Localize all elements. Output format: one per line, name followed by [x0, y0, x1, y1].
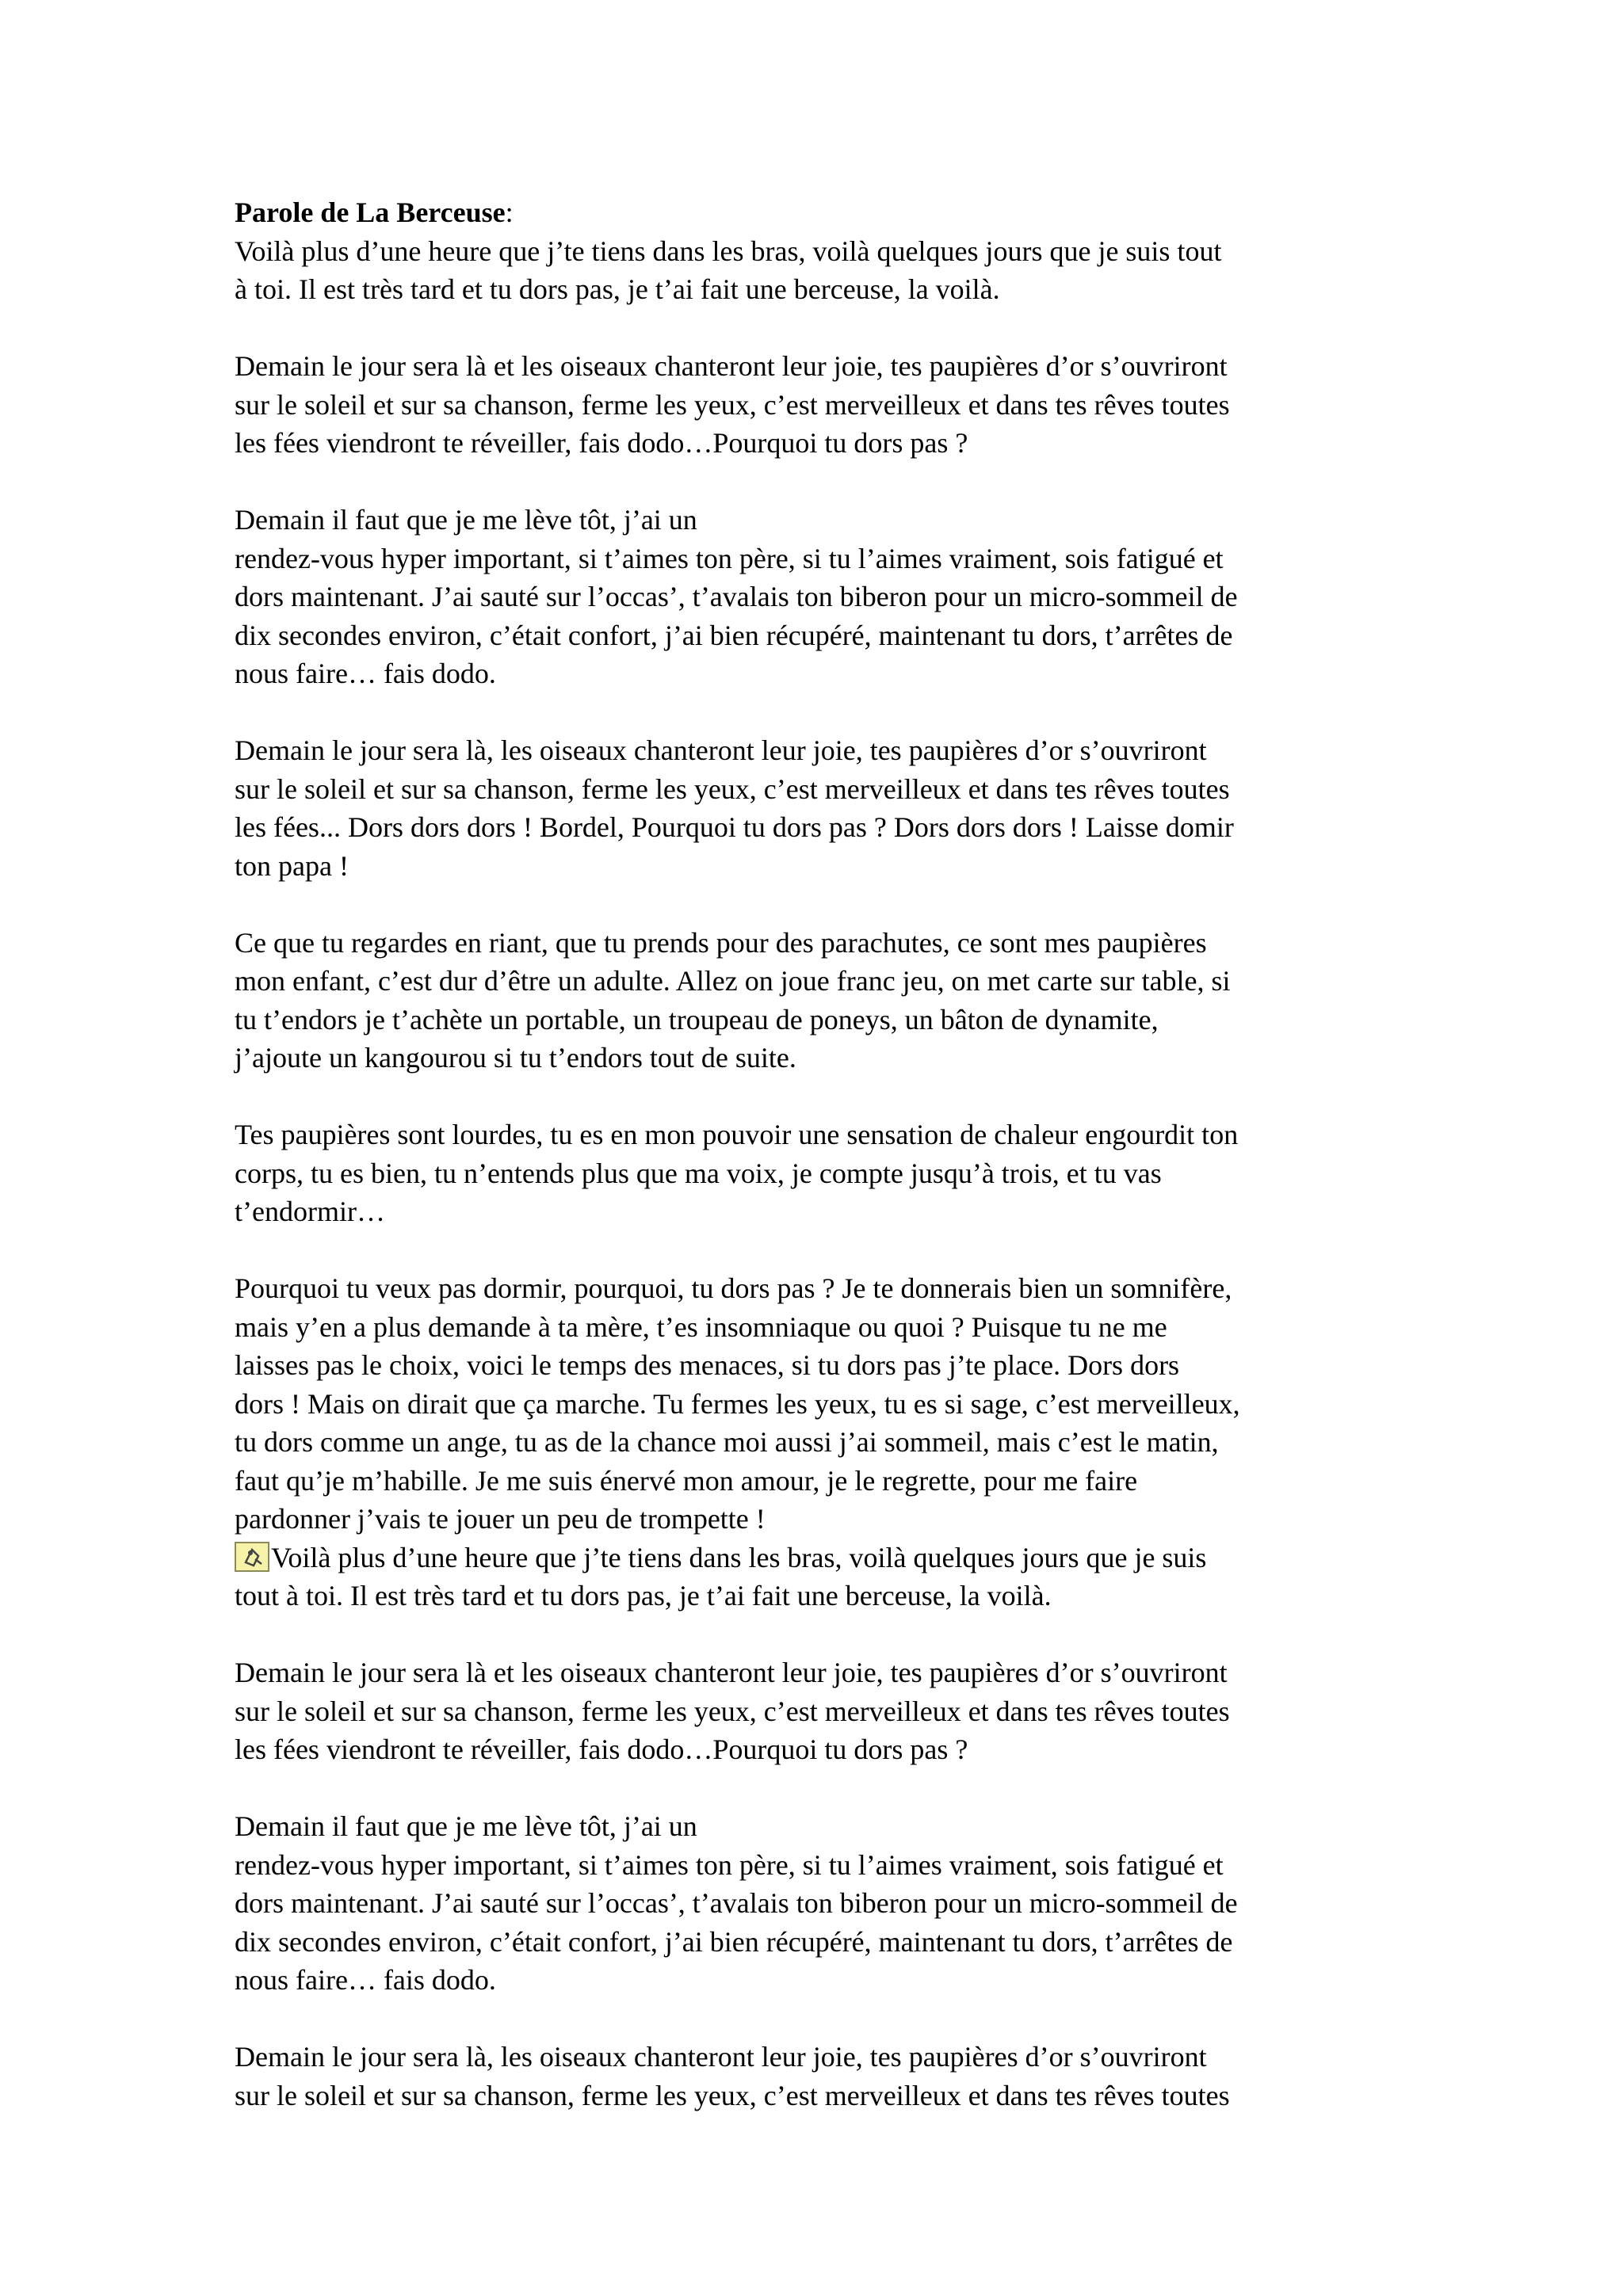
text-line: mais y’en a plus demande à ta mère, t’es insomniaque ou quoi ? Puisque tu ne me — [235, 1310, 1167, 1343]
text-line: faut qu’je m’habille. Je me suis énervé mon amour, je le regrette, pour me faire — [235, 1464, 1138, 1497]
text-line: rendez-vous hyper important, si t’aimes ton père, si tu l’aimes vraiment, sois fatigué et — [235, 1848, 1224, 1881]
paragraph-8 — [235, 1539, 1423, 1615]
text-line: laisses pas le choix, voici le temps des menaces, si tu dors pas j’te place. Dors dors — [235, 1349, 1180, 1381]
title-line — [235, 193, 1423, 232]
text-line: Demain il faut que je me lève tôt, j’ai un — [235, 1810, 697, 1842]
text-line: dors maintenant. J’ai sauté sur l’occas’, t’avalais ton biberon pour un micro-sommeil de — [235, 581, 1238, 612]
title-colon: : — [505, 196, 514, 228]
text-line: Ce que tu regardes en riant, que tu prends pour des parachutes, ce sont mes paupières — [235, 926, 1207, 959]
text-line: dix secondes environ, c’était confort, j’ai bien récupéré, maintenant tu dors, t’arrêtes de — [235, 1925, 1233, 1958]
text-line: les fées... Dors dors dors ! Bordel, Pourquoi tu dors pas ? Dors dors dors ! Laisse domir — [235, 811, 1234, 843]
text-line: tout à toi. Il est très tard et tu dors pas, je t’ai fait une berceuse, la voilà. — [235, 1580, 1052, 1611]
text-line — [235, 1539, 1423, 1577]
text-line: rendez-vous hyper important, si t’aimes ton père, si tu l’aimes vraiment, sois fatigué et — [235, 542, 1224, 574]
text-line: pardonner j’vais te jouer un peu de trompette ! — [235, 1503, 766, 1535]
document-title: Parole de La Berceuse — [235, 196, 506, 228]
text-line-content: Voilà plus d’une heure que j’te tiens dans les bras, voilà quelques jours que je suis — [271, 1541, 1207, 1573]
paragraph-9 — [235, 1653, 1423, 1769]
paragraph-3 — [235, 501, 1423, 693]
text-line: sur le soleil et sur sa chanson, ferme les yeux, c’est merveilleux et dans tes rêves toutes — [235, 2079, 1230, 2111]
text-line: sur le soleil et sur sa chanson, ferme les yeux, c’est merveilleux et dans tes rêves toutes — [235, 388, 1230, 421]
text-line: nous faire… fais dodo. — [235, 658, 496, 689]
text-line: tu t’endors je t’achète un portable, un troupeau de poneys, un bâton de dynamite, — [235, 1003, 1159, 1035]
text-line: t’endormir… — [235, 1196, 385, 1227]
document-body — [235, 193, 1423, 2115]
text-line: Demain il faut que je me lève tôt, j’ai un — [235, 504, 697, 536]
text-line: les fées viendront te réveiller, fais dodo…Pourquoi tu dors pas ? — [235, 427, 968, 459]
text-line: Tes paupières sont lourdes, tu es en mon pouvoir une sensation de chaleur engourdit ton — [235, 1119, 1239, 1150]
text-line: sur le soleil et sur sa chanson, ferme les yeux, c’est merveilleux et dans tes rêves toutes — [235, 1695, 1230, 1727]
paragraph-7 — [235, 1269, 1423, 1539]
text-line: Voilà plus d’une heure que j’te tiens dans les bras, voilà quelques jours que je suis tout — [235, 235, 1222, 267]
paragraph-1 — [235, 232, 1423, 309]
text-line: Demain le jour sera là, les oiseaux chanteront leur joie, tes paupières d’or s’ouvriront — [235, 2041, 1207, 2073]
text-line: j’ajoute un kangourou si tu t’endors tout de suite. — [235, 1042, 796, 1074]
paragraph-6 — [235, 1116, 1423, 1231]
paragraph-11 — [235, 2038, 1423, 2115]
text-line: Demain le jour sera là et les oiseaux chanteront leur joie, tes paupières d’or s’ouvriront — [235, 350, 1228, 382]
text-line: Demain le jour sera là et les oiseaux chanteront leur joie, tes paupières d’or s’ouvriront — [235, 1657, 1228, 1688]
text-line: les fées viendront te réveiller, fais dodo…Pourquoi tu dors pas ? — [235, 1733, 968, 1765]
text-line: sur le soleil et sur sa chanson, ferme les yeux, c’est merveilleux et dans tes rêves toutes — [235, 772, 1230, 805]
text-line: à toi. Il est très tard et tu dors pas, je t’ai fait une berceuse, la voilà. — [235, 273, 1000, 305]
text-line: ton papa ! — [235, 849, 349, 882]
text-line: dix secondes environ, c’était confort, j’ai bien récupéré, maintenant tu dors, t’arrêtes de — [235, 619, 1233, 651]
paragraph-5 — [235, 924, 1423, 1077]
text-line: tu dors comme un ange, tu as de la chance moi aussi j’ai sommeil, mais c’est le matin, — [235, 1426, 1219, 1458]
text-line: Demain le jour sera là, les oiseaux chanteront leur joie, tes paupières d’or s’ouvriront — [235, 734, 1207, 766]
text-line: nous faire… fais dodo. — [235, 1964, 496, 1996]
paragraph-2 — [235, 347, 1423, 463]
paragraph-10 — [235, 1807, 1423, 2000]
text-line: dors ! Mais on dirait que ça marche. Tu fermes les yeux, tu es si sage, c’est merveilleux, — [235, 1387, 1240, 1420]
broken-image-placeholder-icon — [235, 1542, 269, 1572]
text-line: dors maintenant. J’ai sauté sur l’occas’, t’avalais ton biberon pour un micro-sommeil de — [235, 1887, 1238, 1919]
text-line: mon enfant, c’est dur d’être un adulte. Allez on joue franc jeu, on met carte sur table, si — [235, 965, 1231, 997]
text-line: corps, tu es bien, tu n’entends plus que ma voix, je compte jusqu’à trois, et tu vas — [235, 1157, 1162, 1189]
paragraph-4 — [235, 731, 1423, 885]
text-line: Pourquoi tu veux pas dormir, pourquoi, tu dors pas ? Je te donnerais bien un somnifère, — [235, 1272, 1232, 1304]
